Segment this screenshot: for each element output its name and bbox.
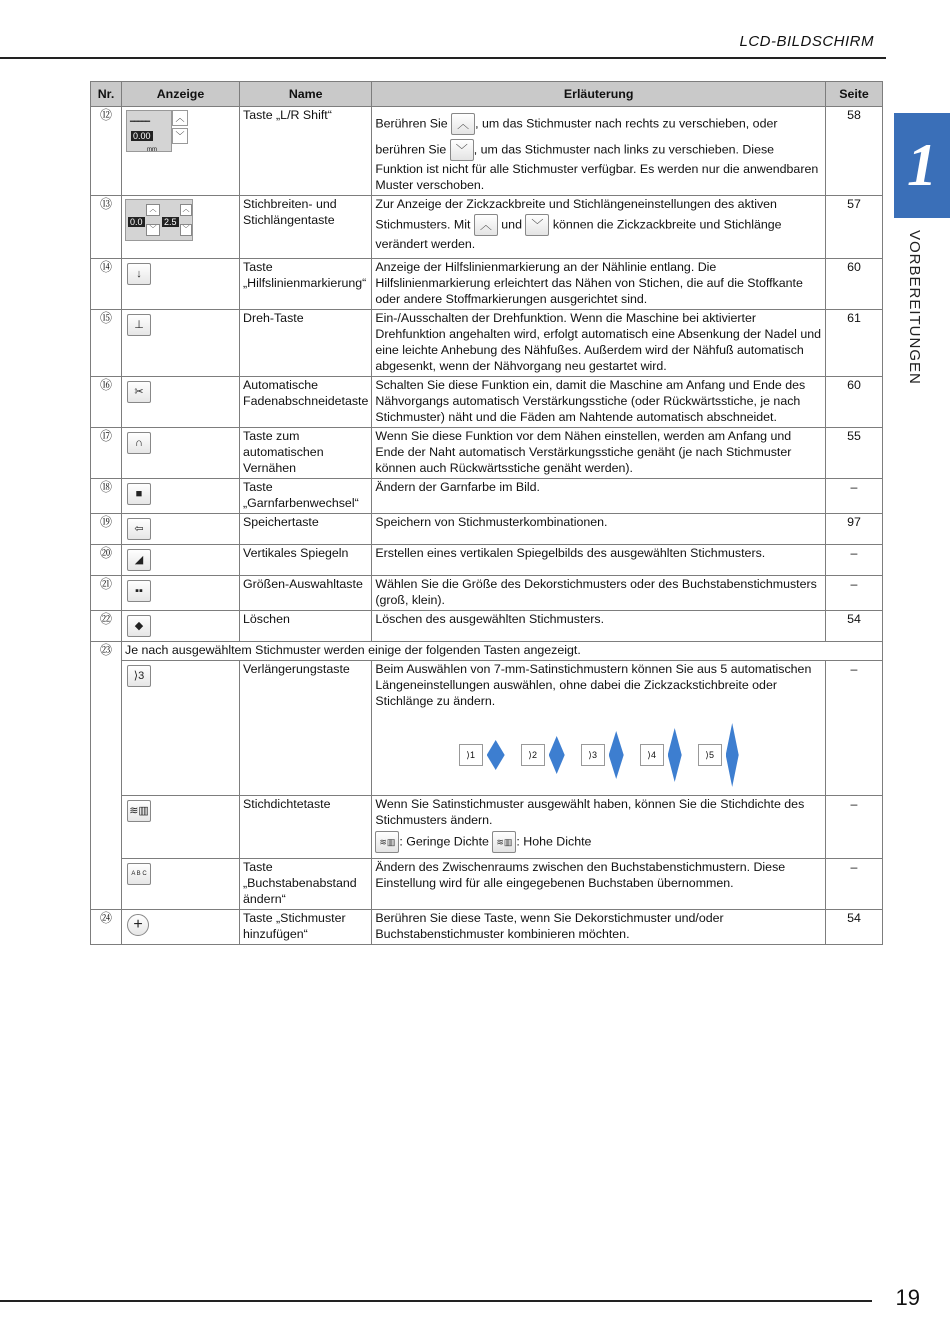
page-ref: 55 — [826, 428, 883, 479]
satin-stitch-preview-icon — [549, 736, 565, 774]
page-ref: 60 — [826, 377, 883, 428]
display-cell — [122, 377, 240, 428]
page-ref: – — [826, 859, 883, 910]
button-name: Taste zum automatischen Vernähen — [240, 428, 372, 479]
button-name: Taste „Hilfslinienmarkierung“ — [240, 259, 372, 310]
elongation-level-button: ⟩2 — [521, 744, 545, 766]
elongation-level — [698, 723, 739, 787]
expl-text: Beim Auswählen von 7-mm-Satinstichmustern können Sie aus 5 automatischen Längeneinstellungen auswählen, ohne dabei die Zickzackstichbreite oder Stichlänge zu ändern. — [375, 662, 812, 708]
display-cell — [122, 310, 240, 377]
button-explanation — [372, 196, 826, 259]
expl-text: können die Zickzackbreite und Stichlänge verändert werden. — [375, 217, 782, 251]
chapter-label: VORBEREITUNGEN — [906, 230, 923, 385]
page-ref: 54 — [826, 611, 883, 642]
page-number: 19 — [895, 1285, 920, 1310]
row-number: ㉓ — [91, 642, 122, 910]
table-row — [91, 661, 883, 796]
row-number: ㉑ — [91, 576, 122, 611]
button-explanation: Erstellen eines vertikalen Spiegelbilds des ausgewählten Stichmusters. — [372, 545, 826, 576]
auto-reinforcement-icon[interactable]: ∩ — [127, 432, 151, 454]
display-cell — [122, 545, 240, 576]
table-row — [91, 196, 883, 259]
display-cell — [122, 196, 240, 259]
display-cell — [122, 259, 240, 310]
elongation-level-button: ⟩4 — [640, 744, 664, 766]
chevron-down-icon[interactable]: ﹀ — [146, 224, 160, 236]
expl-text: Wenn Sie Satinstichmuster ausgewählt haben, können Sie die Stichdichte des Stichmusters ändern. — [375, 797, 805, 827]
satin-stitch-preview-icon — [487, 740, 505, 770]
page-ref: 60 — [826, 259, 883, 310]
display-cell — [122, 611, 240, 642]
button-name: Verlängerungstaste — [240, 661, 372, 796]
button-explanation: Ein-/Ausschalten der Drehfunktion. Wenn die Maschine bei aktivierter Drehfunktion angehalten wird, erfolgt automatisch eine Absenkung der Nadel und eine leichte Anhebung des Nähfußes. Außerdem wird der Nähfuß automatisch abgesenkt, wenn der Nähvorgang neu gestartet wird. — [372, 310, 826, 377]
table-row — [91, 107, 883, 196]
table-row — [91, 796, 883, 859]
page-ref: 61 — [826, 310, 883, 377]
elongation-level-button: ⟩5 — [698, 744, 722, 766]
elongation-level — [521, 736, 565, 774]
row-number: ㉔ — [91, 910, 122, 945]
header-rule — [0, 57, 886, 59]
expl-text: : Geringe Dichte — [399, 834, 489, 849]
row-number: ⑱ — [91, 479, 122, 514]
button-explanation: Schalten Sie diese Funktion ein, damit die Maschine am Anfang und Ende des Nähvorgangs automatisch Verstärkungsstiche (oder Rückwärtsstiche, je nach Stichmuster) näht und die Fäden am Nahtende automatisch abschneidet. — [372, 377, 826, 428]
chevron-down-icon[interactable]: ﹀ — [525, 214, 549, 236]
page-ref: – — [826, 796, 883, 859]
expl-text: Berühren Sie — [375, 116, 452, 131]
table-header-row — [91, 82, 883, 107]
row-number: ⑰ — [91, 428, 122, 479]
display-cell — [122, 576, 240, 611]
size-select-icon[interactable]: ▪▪ — [127, 580, 151, 602]
elongation-level-button: ⟩3 — [581, 744, 605, 766]
elongation-level — [459, 740, 505, 770]
satin-stitch-preview-icon — [668, 728, 682, 782]
width-value: 0.0 — [130, 217, 143, 227]
button-name: Vertikales Spiegeln — [240, 545, 372, 576]
low-density-icon[interactable]: ≋▥ — [375, 831, 399, 853]
row-number: ⑯ — [91, 377, 122, 428]
row-number: ⑭ — [91, 259, 122, 310]
row-number: ⑲ — [91, 514, 122, 545]
table-row — [91, 310, 883, 377]
button-name: Speichertaste — [240, 514, 372, 545]
chevron-down-icon[interactable]: ﹀ — [450, 139, 474, 161]
table-row — [91, 642, 883, 661]
button-name: Größen-Auswahltaste — [240, 576, 372, 611]
button-name: Taste „Buchstabenabstand ändern“ — [240, 859, 372, 910]
display-cell — [122, 859, 240, 910]
page-ref: – — [826, 479, 883, 514]
button-name: Stichdichtetaste — [240, 796, 372, 859]
display-cell — [122, 661, 240, 796]
button-explanation — [372, 796, 826, 859]
button-explanation: Ändern der Garnfarbe im Bild. — [372, 479, 826, 514]
stitch-width-length-display — [125, 199, 193, 241]
row-number: ㉒ — [91, 611, 122, 642]
elongation-level — [640, 728, 682, 782]
expl-text: : Hohe Dichte — [516, 834, 592, 849]
length-value: 2.5 — [164, 217, 177, 227]
button-name: Taste „Garnfarbenwechsel“ — [240, 479, 372, 514]
letter-spacing-icon[interactable]: A B C — [127, 863, 151, 885]
table-row — [91, 377, 883, 428]
chapter-number-tab: 1 — [894, 113, 950, 218]
density-icon[interactable]: ≋▥ — [127, 800, 151, 822]
display-cell — [122, 796, 240, 859]
expl-text: , um das Stichmuster nach rechts zu verschieben, oder — [475, 116, 778, 131]
chevron-up-icon[interactable]: ︿ — [172, 110, 188, 126]
row-number: ⑫ — [91, 107, 122, 196]
table-row — [91, 611, 883, 642]
table-row — [91, 514, 883, 545]
elongation-levels — [375, 723, 822, 787]
page-ref: 97 — [826, 514, 883, 545]
display-cell — [122, 428, 240, 479]
page-ref: – — [826, 545, 883, 576]
expl-text: und — [497, 217, 526, 232]
button-explanation: Wenn Sie diese Funktion vor dem Nähen einstellen, werden am Anfang und Ende der Naht automatisch Verstärkungsstiche genäht (je nach Stichmuster können auch Rückwärtsstiche genäht werden). — [372, 428, 826, 479]
button-explanation: Wählen Sie die Größe des Dekorstichmusters oder des Buchstabenstichmusters (groß, klein). — [372, 576, 826, 611]
elongation-level — [581, 731, 624, 779]
header-seite: Seite — [826, 82, 883, 107]
button-explanation: Speichern von Stichmusterkombinationen. — [372, 514, 826, 545]
chevron-up-icon[interactable]: ︿ — [180, 204, 192, 216]
high-density-icon[interactable]: ≋▥ — [492, 831, 516, 853]
chevron-up-icon[interactable]: ︿ — [146, 204, 160, 216]
elongation-icon[interactable]: ⟩3 — [127, 665, 151, 687]
button-explanation — [372, 661, 826, 796]
row-number: ⑮ — [91, 310, 122, 377]
chevron-down-icon[interactable]: ﹀ — [172, 128, 188, 144]
button-explanation: Berühren Sie diese Taste, wenn Sie Dekorstichmuster und/oder Buchstabenstichmuster kombinieren möchten. — [372, 910, 826, 945]
button-name: Taste „L/R Shift“ — [240, 107, 372, 196]
guideline-marker-icon[interactable]: ↓ — [127, 263, 151, 285]
button-reference-table — [90, 81, 883, 945]
chevron-down-icon[interactable]: ﹀ — [180, 224, 192, 236]
header-anzeige: Anzeige — [122, 82, 240, 107]
page-ref: – — [826, 576, 883, 611]
elongation-level-button: ⟩1 — [459, 744, 483, 766]
button-explanation — [372, 107, 826, 196]
page-ref: 58 — [826, 107, 883, 196]
display-cell — [122, 910, 240, 945]
chevron-up-icon[interactable]: ︿ — [474, 214, 498, 236]
mirror-vertical-icon[interactable]: ◢ — [127, 549, 151, 571]
button-explanation: Löschen des ausgewählten Stichmusters. — [372, 611, 826, 642]
lr-shift-stepper[interactable] — [172, 110, 186, 146]
table-row — [91, 259, 883, 310]
table-row — [91, 859, 883, 910]
button-explanation: Ändern des Zwischenraums zwischen den Buchstabenstichmustern. Diese Einstellung wird für alle eingegebenen Buchstaben übernommen. — [372, 859, 826, 910]
button-name: Dreh-Taste — [240, 310, 372, 377]
header-nr: Nr. — [91, 82, 122, 107]
row-number: ⑳ — [91, 545, 122, 576]
button-name: Taste „Stichmuster hinzufügen“ — [240, 910, 372, 945]
page-ref: 57 — [826, 196, 883, 259]
pivot-icon[interactable]: ⊥ — [127, 314, 151, 336]
row-number: ⑬ — [91, 196, 122, 259]
group-intro: Je nach ausgewähltem Stichmuster werden einige der folgenden Tasten angezeigt. — [122, 642, 883, 661]
lr-shift-value: 0.00 — [133, 131, 151, 141]
memory-icon[interactable]: ⇦ — [127, 518, 151, 540]
button-name: Automatische Fadenabschneidetaste — [240, 377, 372, 428]
satin-stitch-preview-icon — [726, 723, 739, 787]
display-cell — [122, 107, 240, 196]
display-cell — [122, 514, 240, 545]
add-pattern-icon[interactable]: + — [127, 914, 149, 936]
page-ref: – — [826, 661, 883, 796]
lr-shift-unit: mm — [147, 147, 157, 153]
header-name: Name — [240, 82, 372, 107]
button-name: Löschen — [240, 611, 372, 642]
table-row — [91, 545, 883, 576]
display-cell — [122, 479, 240, 514]
eraser-icon[interactable]: ◆ — [127, 615, 151, 637]
lr-shift-display: ━━━━━ 0.00 mm — [126, 110, 172, 152]
thread-color-icon[interactable]: ■ — [127, 483, 151, 505]
page-ref: 54 — [826, 910, 883, 945]
table-row — [91, 576, 883, 611]
expl-text: Zur Anzeige der Zickzackbreite und Stichlängeneinstellungen des aktiven — [375, 197, 777, 211]
table-row — [91, 428, 883, 479]
expl-text: Stichmusters. Mit — [375, 217, 474, 232]
button-name: Stichbreiten- und Stichlängentaste — [240, 196, 372, 259]
running-header: LCD-BILDSCHIRM — [739, 33, 874, 50]
table-row — [91, 910, 883, 945]
expl-text: , um das Stichmuster nach links zu verschieben. Diese Funktion ist nicht für alle Stichmuster verfügbar. Es werden nur die anwendbaren Muster verschoben. — [375, 142, 819, 192]
table-row — [91, 479, 883, 514]
footer-rule — [0, 1300, 872, 1302]
expl-text: berühren Sie — [375, 142, 450, 157]
chevron-up-icon[interactable]: ︿ — [451, 113, 475, 135]
button-explanation: Anzeige der Hilfslinienmarkierung an der Nählinie entlang. Die Hilfslinienmarkierung erleichtert das Nähen von Stichen, die auf die Stoffkante oder andere Stoffmarkierungen ausgerichtet sind. — [372, 259, 826, 310]
satin-stitch-preview-icon — [609, 731, 624, 779]
header-erlaeuterung: Erläuterung — [372, 82, 826, 107]
scissors-icon[interactable]: ✂ — [127, 381, 151, 403]
